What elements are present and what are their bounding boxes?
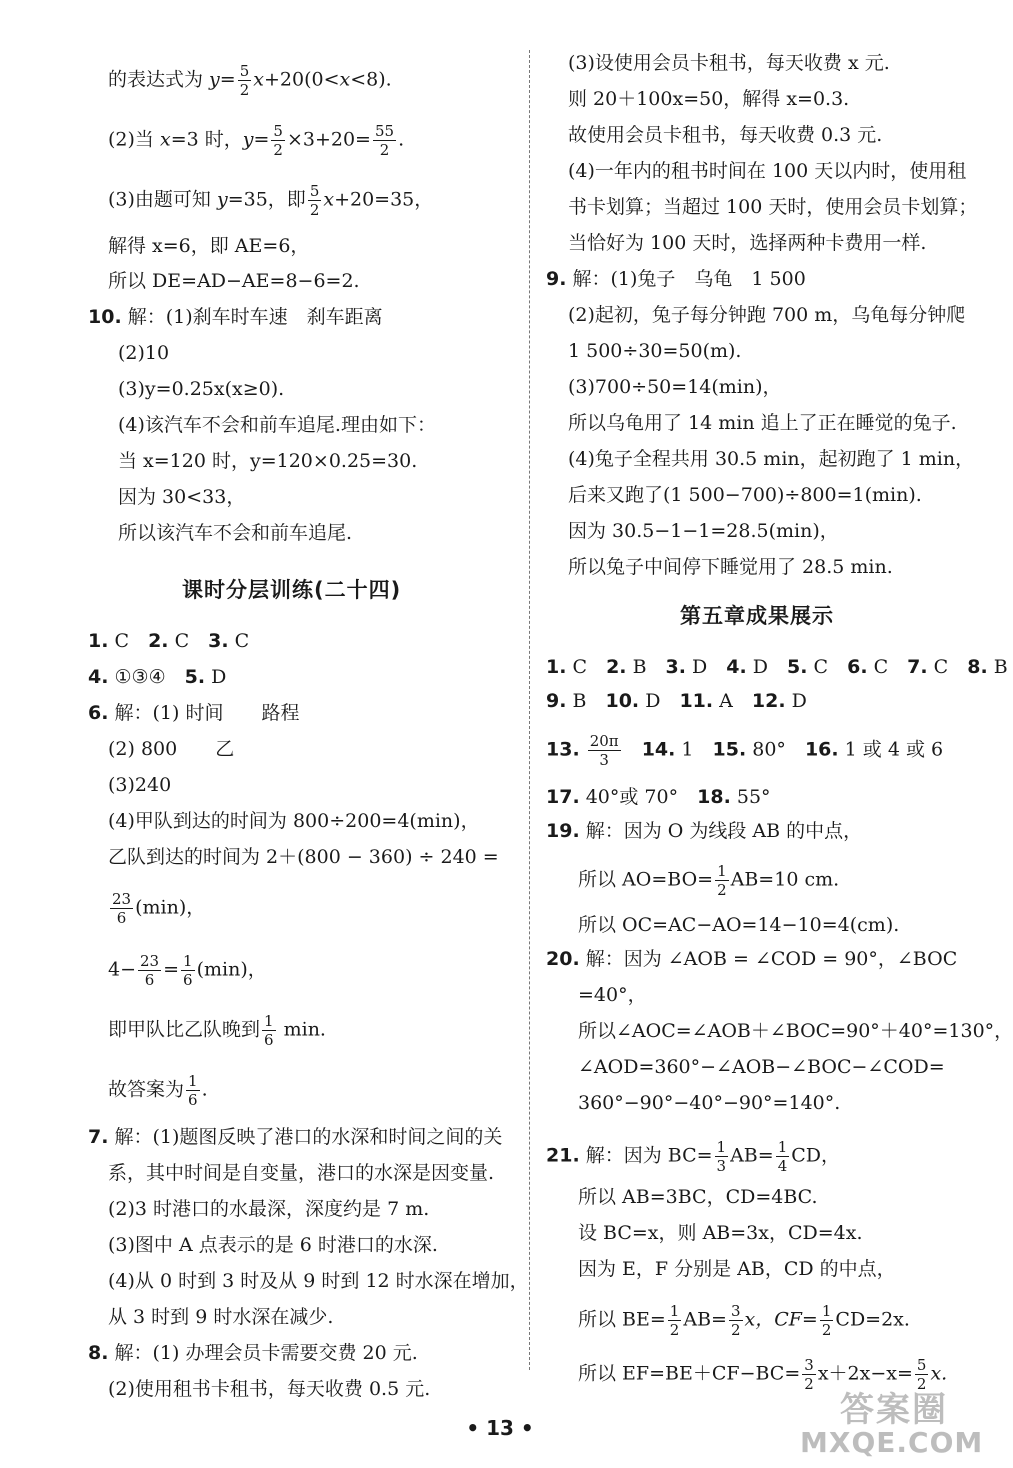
line: 故使用会员卡租书，每天收费 0.3 元. <box>568 124 883 146</box>
line: (4)兔子全程共用 30.5 min，起初跑了 1 min， <box>568 448 975 470</box>
line: 当 x=120 时，y=120×0.25=30. <box>118 450 418 472</box>
answers-row: 9. B 10. D 11. A 12. D <box>546 690 807 712</box>
line: 所以 BE= $\frac{1}{2}$ AB= $\frac{3}{2}$ x，CF= $\frac{1}{2}$ CD=2x. <box>578 1302 910 1339</box>
page-number: • 13 • <box>466 1416 534 1440</box>
question-6: 6. 解：(1) 时间 路程 <box>88 702 300 724</box>
line: (2)当 x=3 时，y= $\frac{5}{2}$ ×3+20= $\frac{55}{2}$ . <box>108 122 405 159</box>
fraction: $\frac{1}{4}$ <box>777 1138 788 1175</box>
question-21: 21. 解：因为 BC= $\frac{1}{3}$ AB= $\frac{1}{4}$ CD， <box>546 1138 841 1175</box>
line: 后来又跑了(1 500−700)÷800=1(min). <box>568 484 922 506</box>
line: 所以 OC=AC−AO=14−10=4(cm). <box>578 914 900 936</box>
fraction: $\frac{1}{6}$ <box>183 952 193 989</box>
line: 设 BC=x，则 AB=3x，CD=4x. <box>578 1222 863 1244</box>
line: 的表达式为 y= $\frac{5}{2}$ x+20(0<x<8). <box>108 62 392 99</box>
line: (2)10 <box>118 342 170 364</box>
line: 即甲队比乙队晚到 $\frac{1}{6}$ min. <box>108 1012 326 1049</box>
fraction: $\frac{1}{3}$ <box>716 1138 727 1175</box>
line: (2)3 时港口的水最深，深度约是 7 m. <box>108 1198 430 1220</box>
line: (3)y=0.25x(x≥0). <box>118 378 285 400</box>
answers-row: 13. $\frac{20\pi}{3}$ 14. 1 15. 80° 16. 1 或 4 或 6 <box>546 732 944 769</box>
line: (4)甲队到达的时间为 800÷200=4(min)， <box>108 810 480 832</box>
line: 乙队到达的时间为 2＋(800 − 360) ÷ 240 = <box>108 846 499 868</box>
line: (3)设使用会员卡租书，每天收费 x 元. <box>568 52 890 74</box>
line: 因为 E，F 分别是 AB，CD 的中点， <box>578 1258 896 1280</box>
fraction: $\frac{5}{2}$ <box>309 182 320 219</box>
line: (3)700÷50=14(min)， <box>568 376 782 398</box>
question-20: 20. 解：因为 ∠AOB = ∠COD = 90°，∠BOC <box>546 948 958 970</box>
line: 所以乌龟用了 14 min 追上了正在睡觉的兔子. <box>568 412 957 434</box>
answers-row: 17. 40°或 70° 18. 55° <box>546 786 771 808</box>
line: 所以 DE=AD−AE=8−6=2. <box>108 270 360 292</box>
line: 从 3 时到 9 时水深在减少. <box>108 1306 334 1328</box>
line: ∠AOD=360°−∠AOB−∠BOC−∠COD= <box>578 1056 945 1078</box>
line: (3)240 <box>108 774 172 796</box>
section-title: 第五章成果展示 <box>680 604 834 628</box>
line: 因为 30.5−1−1=28.5(min)， <box>568 520 839 542</box>
fraction: $\frac{1}{6}$ <box>264 1012 274 1049</box>
answers-row: 4. ①③④ 5. D <box>88 666 227 688</box>
line: 当恰好为 100 天时，选择两种卡费用一样. <box>568 232 927 254</box>
answers-row: 1. C 2. C 3. C <box>88 630 250 652</box>
line: (2)起初，兔子每分钟跑 700 m，乌龟每分钟爬 <box>568 304 966 326</box>
fraction: $\frac{55}{2}$ <box>374 122 395 159</box>
line: (4)一年内的租书时间在 100 天以内时，使用租 <box>568 160 967 182</box>
question-19: 19. 解：因为 O 为线段 AB 的中点， <box>546 820 863 842</box>
line: (4)该汽车不会和前车追尾.理由如下： <box>118 414 436 436</box>
fraction: $\frac{1}{2}$ <box>821 1302 832 1339</box>
fraction: $\frac{1}{2}$ <box>669 1302 680 1339</box>
column-divider <box>529 50 530 1370</box>
line: (4)从 0 时到 3 时及从 9 时到 12 时水深在增加， <box>108 1270 529 1292</box>
fraction: $\frac{20\pi}{3}$ <box>589 732 619 769</box>
line: 所以该汽车不会和前车追尾. <box>118 522 353 544</box>
fraction: $\frac{23}{6}$ <box>140 952 160 989</box>
answers-row: 1. C 2. B 3. D 4. D 5. C 6. C 7. C 8. B <box>546 656 1008 678</box>
line: 4− $\frac{23}{6}$ = $\frac{1}{6}$ (min)， <box>108 952 267 989</box>
line: 所以 AB=3BC，CD=4BC. <box>578 1186 818 1208</box>
question-10: 10. 解：(1)刹车时车速 刹车距离 <box>88 306 383 328</box>
line: 所以兔子中间停下睡觉用了 28.5 min. <box>568 556 893 578</box>
line: 系，其中时间是自变量，港口的水深是因变量. <box>108 1162 495 1184</box>
watermark <box>800 1382 990 1462</box>
line: 书卡划算；当超过 100 天时，使用会员卡划算； <box>568 196 978 218</box>
line: 所以 EF=BE＋CF−BC= $\frac{3}{2}$ x＋2x−x= $\frac{5}{2}$ x. <box>578 1356 948 1393</box>
fraction: $\frac{1}{6}$ <box>188 1072 198 1109</box>
fraction: $\frac{23}{6}$ <box>112 890 132 927</box>
line: 解得 x=6，即 AE=6， <box>108 235 310 257</box>
line: (2) 800 乙 <box>108 738 235 760</box>
line: 1 500÷30=50(m). <box>568 340 742 362</box>
line: $\frac{23}{6}$ (min)， <box>112 890 206 927</box>
fraction: $\frac{1}{2}$ <box>717 862 727 899</box>
fraction: $\frac{5}{2}$ <box>916 1356 927 1393</box>
line: 360°−90°−40°−90°=140°. <box>578 1092 841 1114</box>
fraction: $\frac{3}{2}$ <box>730 1302 741 1339</box>
line: (2)使用租书卡租书，每天收费 0.5 元. <box>108 1378 431 1400</box>
line: 所以 AO=BO= $\frac{1}{2}$ AB=10 cm. <box>578 862 840 899</box>
fraction: $\frac{5}{2}$ <box>239 62 250 99</box>
fraction: $\frac{3}{2}$ <box>804 1356 814 1393</box>
question-9: 9. 解：(1)兔子 乌龟 1 500 <box>546 268 806 290</box>
watermark-logo: 答案圈 <box>840 1390 948 1430</box>
fraction: $\frac{5}{2}$ <box>273 122 283 159</box>
line: 故答案为 $\frac{1}{6}$ . <box>108 1072 208 1109</box>
watermark-url: MXQE.COM <box>800 1426 984 1459</box>
question-7: 7. 解：(1)题图反映了港口的水深和时间之间的关 <box>88 1126 503 1148</box>
line: (3)图中 A 点表示的是 6 时港口的水深. <box>108 1234 438 1256</box>
line: (3)由题可知 y=35，即 $\frac{5}{2}$ x+20=35， <box>108 182 434 219</box>
question-8: 8. 解：(1) 办理会员卡需要交费 20 元. <box>88 1342 418 1364</box>
line: 因为 30<33， <box>118 486 246 508</box>
line: 则 20＋100x=50，解得 x=0.3. <box>568 88 850 110</box>
line: 所以∠AOC=∠AOB＋∠BOC=90°＋40°=130°， <box>578 1020 1013 1042</box>
section-title: 课时分层训练(二十四) <box>182 578 402 602</box>
line: =40°， <box>578 984 647 1006</box>
